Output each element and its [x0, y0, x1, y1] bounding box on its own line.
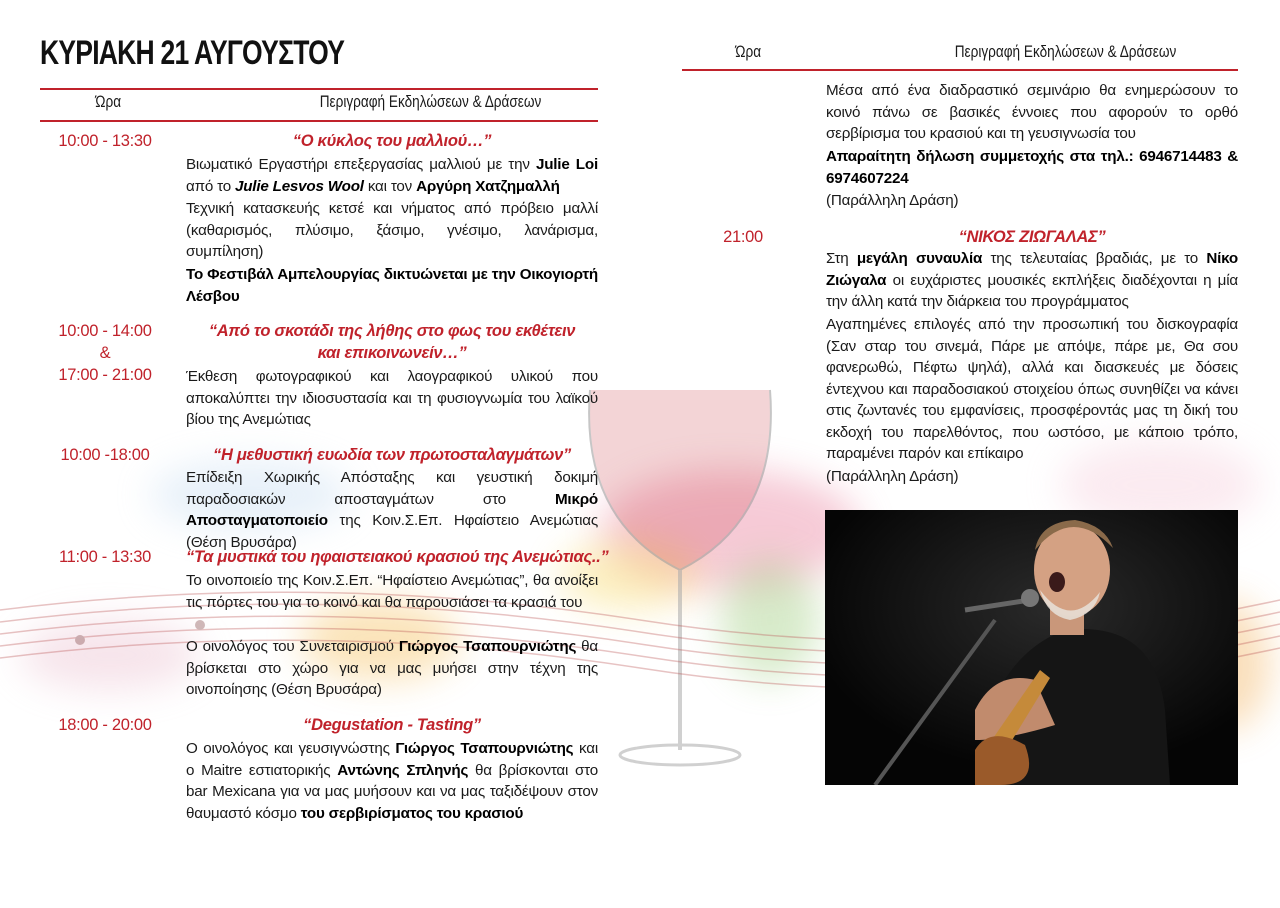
- event-description: Επίδειξη Χωρικής Απόσταξης και γευστική δοκιμή παραδοσιακών αποσταγμάτων στο Μικρό Αποσταγματοποιείο της Κοιν.Σ.Επ. Ηφαίστειο Ανεμώτιας (Θέση Βρυσάρα): [186, 469, 598, 551]
- right-header-rule: [682, 69, 1238, 71]
- event-description: Ο οινολόγος και γευσιγνώστης Γιώργος Τσαπουρνιώτης και ο Maitre εστιατορικής Αντώνης Σπληνής θα βρίσκονται στο bar Mexicana για να μας μυήσουν και να μας ταξιδέψουν στον θαυμαστό κόσμο του σερβιρίσματος του κρασιού: [186, 740, 599, 822]
- event-title: “ΝΙΚΟΣ ΖΙΩΓΑΛΑΣ”: [958, 228, 1106, 246]
- event-title: “Η μεθυστική ευωδία των πρωτοσταλαγμάτων”: [213, 446, 571, 464]
- registration-note: Απαραίτητη δήλωση συμμετοχής στα τηλ.: 6946714483 & 6974607224: [826, 148, 1238, 187]
- event-time: 10:00 - 14:00: [58, 322, 152, 340]
- event-title: και επικοινωνείν…”: [317, 344, 467, 362]
- header-description: Περιγραφή Εκδηλώσεων & Δράσεων: [954, 42, 1177, 61]
- right-table-header: [682, 42, 1238, 66]
- event-time: 10:00 -18:00: [60, 446, 150, 464]
- left-top-rule: [40, 88, 598, 90]
- event-title: “Από το σκοτάδι της λήθης στο φως του εκθέτειν: [208, 322, 576, 340]
- event-description: Έκθεση φωτογραφικού και λαογραφικού υλικού που αποκαλύπτει την ιδιοσυστασία και τη φυσιογνωμία του λαϊκού βίου της Ανεμώτιας: [186, 368, 598, 428]
- event-description: Στη μεγάλη συναυλία της τελευταίας βραδιάς, με το Νίκο Ζιώγαλα οι ευχάριστες μουσικές εκπλήξεις διαδέχονται η μία την άλλη κατά την διάρκεια του προγράμματος: [826, 250, 1238, 310]
- event-description: Βιωματικό Εργαστήρι επεξεργασίας μαλλιού με την Julie Loi από το Julie Lesvos Wool και τον Αργύρη Χατζημαλλή: [186, 156, 598, 195]
- event-description: Τεχνική κατασκευής κετσέ και νήματος από πρόβειο μαλλί (καθαρισμός, πλύσιμο, ξάσιμο, γνέσιμο, λανάρισμα, συμπίληση): [186, 200, 598, 260]
- parallel-action-note: (Παράλληλη Δράση): [826, 468, 959, 485]
- singer-with-guitar-photo: [825, 510, 1238, 785]
- event-description: Αγαπημένες επιλογές από την προσωπική του δισκογραφία (Σαν σταρ του σινεμά, Πάρε με απόψε, πάρε με, Θα σου φανερωθώ, Πέφτω ψηλά), αλλά και διασκευές με δόσεις έντεχνου και παραδοσιακού στοιχείου όπως συνηθίζει να κάνει στις ζωντανές του εμφανίσεις, προσφέροντάς μας τη δική του εκδοχή του παρελθόντος, που ωστόσο, με κάποιο τρόπο, παραμένει παρόν και επίκαιρο: [826, 316, 1238, 462]
- decor-splash-7: [20, 620, 200, 690]
- left-header-rule: [40, 120, 598, 122]
- decor-splash-4: [720, 560, 820, 680]
- event-time: 10:00 - 13:30: [58, 132, 152, 150]
- header-description: Περιγραφή Εκδηλώσεων & Δράσεων: [319, 92, 542, 111]
- event-note: Το Φεστιβάλ Αμπελουργίας δικτυώνεται με την Οικογιορτή Λέσβου: [186, 266, 598, 305]
- event-time-separator: &: [99, 344, 111, 362]
- decor-splash-3: [600, 470, 860, 590]
- event-time: 11:00 - 13:30: [58, 548, 152, 566]
- event-title: “Τα μυστικά του ηφαιστειακού κρασιού της Ανεμώτιας..”: [186, 548, 609, 566]
- event-time: 21:00: [723, 228, 763, 246]
- parallel-action-note: (Παράλληλη Δράση): [826, 192, 959, 209]
- event-title: “Degustation - Tasting”: [303, 716, 481, 734]
- event-time: 17:00 - 21:00: [58, 366, 152, 384]
- event-title: “Ο κύκλος του μαλλιού…”: [292, 132, 492, 150]
- header-time: Ώρα: [735, 42, 762, 61]
- event-description: Ο οινολόγος του Συνεταιρισμού Γιώργος Τσαπουρνιώτης θα βρίσκεται στο χώρο για να μας μυήσει στην τέχνη της οινοποίησης (Θέση Βρυσάρα): [186, 638, 599, 698]
- header-time: Ώρα: [95, 92, 122, 111]
- page-title: ΚΥΡΙΑΚΗ 21 ΑΥΓΟΥΣΤΟΥ: [40, 34, 345, 72]
- event-time: 18:00 - 20:00: [58, 716, 152, 734]
- left-table-header: [40, 92, 598, 116]
- event-description: Το οινοποιείο της Κοιν.Σ.Επ. “Ηφαίστειο Ανεμώτιας”, θα ανοίξει τις πόρτες του για το κοινό και θα παρουσιάσει τα κρασιά του: [186, 572, 598, 611]
- event-description: Μέσα από ένα διαδραστικό σεμινάριο θα ενημερώσουν το κοινό πάνω σε βασικές έννοιες που αφορούν το ορθό σερβίρισμα του κρασιού και τη γευσιγνωσία του: [826, 82, 1238, 142]
